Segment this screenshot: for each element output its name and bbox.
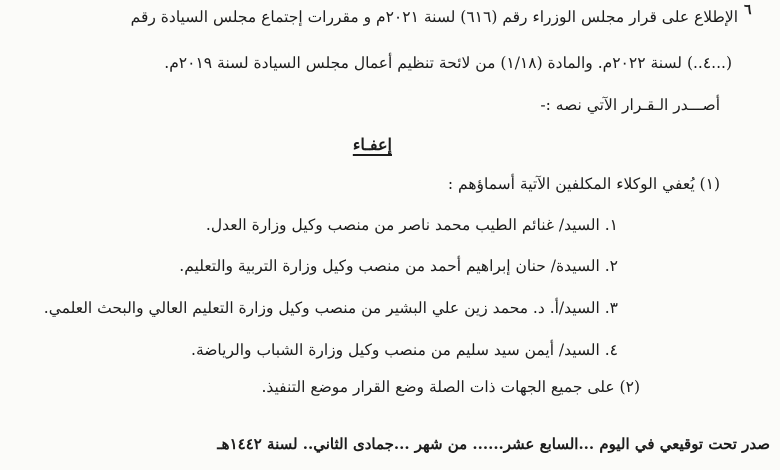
cut-off-text-fragment <box>755 461 770 470</box>
name-item: ٣. السيد/أ. د. محمد زين علي البشير من منصب وكيل وزارة التعليم العالي والبحث العلمي. <box>43 299 618 317</box>
preamble-line-1: الإطلاع على قرار مجلس الوزراء رقم (٦١٦) لسنة ٢٠٢١م و مقررات إجتماع مجلس السيادة رقم <box>130 8 738 26</box>
name-item: ٢. السيدة/ حنان إبراهيم أحمد من منصب وكيل وزارة التربية والتعليم. <box>179 257 618 275</box>
name-item: ٤. السيد/ أيمن سيد سليم من منصب وكيل وزارة الشباب والرياضة. <box>191 341 618 359</box>
preamble-line-3: أصـــدر الـقـرار الآتي نصه :- <box>540 96 720 114</box>
page-corner-mark: ٦ <box>744 2 752 18</box>
issuance-line: صدر تحت توقيعي في اليوم ...السابع عشر...... من شهر ...جمادى الثاني.. لسنة ١٤٤٢هـ <box>217 435 770 453</box>
preamble-line-2: (...٤..) لسنة ٢٠٢٢م. والمادة (١/١٨) من لائحة تنظيم أعمال مجلس السيادة لسنة ٢٠١٩م. <box>164 54 732 72</box>
name-item: ١. السيد/ غنائم الطيب محمد ناصر من منصب وكيل وزارة العدل. <box>205 216 618 234</box>
clause-1: (١) يُعفي الوكلاء المكلفين الآتية أسماؤهم : <box>447 175 720 193</box>
decree-heading: إعفـاء <box>352 135 392 154</box>
clause-2: (٢) على جميع الجهات ذات الصلة وضع القرار موضع التنفيذ. <box>261 378 640 396</box>
